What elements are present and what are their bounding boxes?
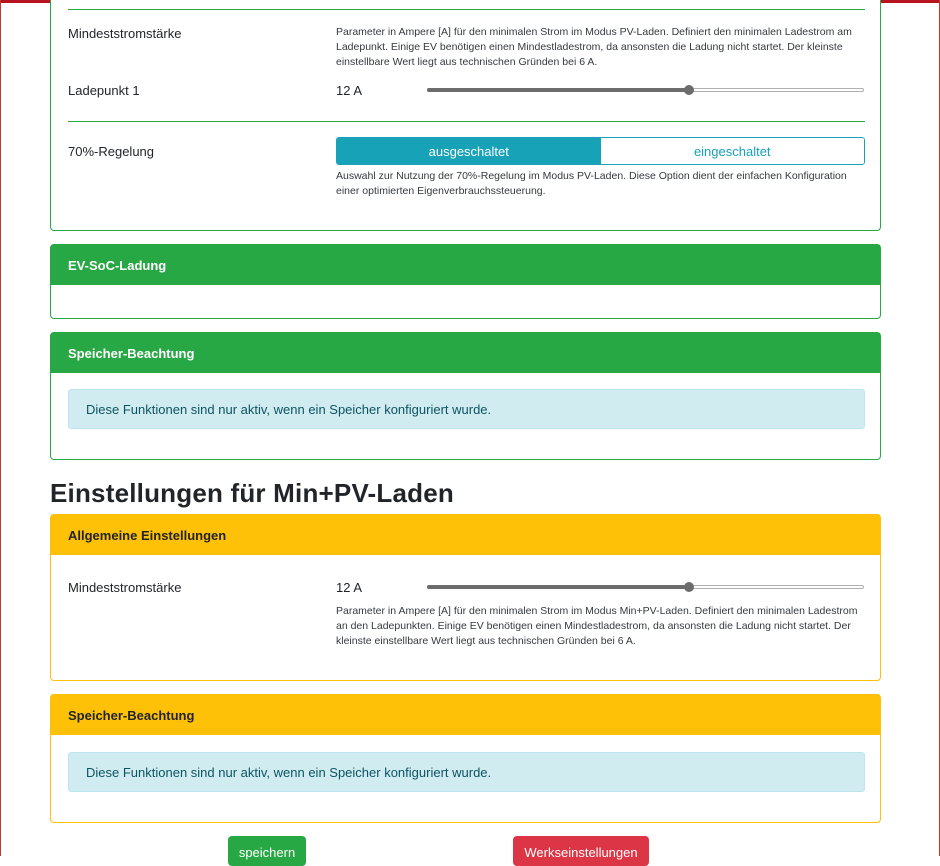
- ladepunkt-slider[interactable]: [427, 85, 864, 95]
- minpv-min-current-value: 12 A: [336, 580, 363, 595]
- minpv-min-current-help: Parameter in Ampere [A] für den minimalen Strom im Modus Min+PV-Laden. Definiert den minimalen Ladestrom an den Ladepunkten. Einige EV benötigen einen Mindestladestrom, da ansonsten die Ladung nicht startet. Der kleinste einstellbare Wert liegt aus technischen Gründen bei 6 A.: [336, 605, 858, 647]
- minpv-min-current-slider[interactable]: [427, 582, 864, 592]
- slider-thumb[interactable]: [684, 85, 694, 95]
- pv-min-current-label: Mindeststromstärke: [68, 26, 182, 41]
- regelung70-label: 70%-Regelung: [68, 144, 155, 159]
- ev-soc-card: [50, 244, 881, 319]
- divider: [68, 9, 865, 10]
- ladepunkt-label: Ladepunkt 1: [68, 83, 140, 98]
- regelung70-help: Auswahl zur Nutzung der 70%-Regelung im Modus PV-Laden. Diese Option dient der einfachen Konfiguration einer optimierten Eigenverbrauchssteuerung.: [336, 170, 847, 197]
- minpv-min-current-label: Mindeststromstärke: [68, 580, 182, 595]
- window-left-border: [0, 0, 1, 856]
- slider-thumb[interactable]: [684, 582, 694, 592]
- regelung70-toggle: [336, 137, 865, 165]
- minpv-general-header[interactable]: Allgemeine Einstellungen: [51, 515, 880, 555]
- ev-soc-header[interactable]: EV-SoC-Ladung: [51, 245, 880, 285]
- divider: [68, 121, 865, 122]
- speicher-pv-info: Diese Funktionen sind nur aktiv, wenn ein Speicher konfiguriert wurde.: [68, 389, 865, 429]
- speicher-pv-header[interactable]: Speicher-Beachtung: [51, 333, 880, 373]
- save-button[interactable]: speichern: [228, 836, 306, 866]
- regelung70-off-option[interactable]: ausgeschaltet: [337, 138, 601, 164]
- pv-min-current-help: Parameter in Ampere [A] für den minimalen Strom im Modus PV-Laden. Definiert den minimalen Ladestrom am Ladepunkt. Einige EV benötigen einen Mindestladestrom, da ansonsten die Ladung nicht startet. Der kleinste einstellbare Wert liegt aus technischen Gründen bei 6 A.: [336, 26, 852, 68]
- ladepunkt-value: 12 A: [336, 83, 363, 98]
- minpv-general-card: [50, 514, 881, 681]
- reset-defaults-button[interactable]: Werkseinstellungen: [513, 836, 649, 866]
- regelung70-on-option[interactable]: eingeschaltet: [601, 138, 865, 164]
- slider-fill: [427, 88, 689, 92]
- minpv-speicher-info: Diese Funktionen sind nur aktiv, wenn ein Speicher konfiguriert wurde.: [68, 752, 865, 792]
- slider-fill: [427, 585, 689, 589]
- page-section-title: Einstellungen für Min+PV-Laden: [50, 478, 454, 508]
- minpv-speicher-header[interactable]: Speicher-Beachtung: [51, 695, 880, 735]
